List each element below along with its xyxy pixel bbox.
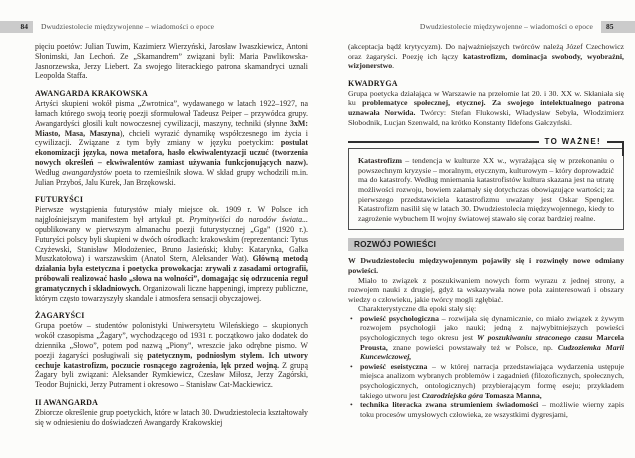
important-note	[348, 136, 624, 230]
bullet-text	[360, 362, 624, 400]
text-run: powieść psychologiczna	[360, 313, 439, 323]
text-run: – tendencja w kulturze XX w., wyrażająca się w przekonaniu o powszechnym kryzysie – moralnym, etycznym, kulturowym – który doprowadzić ma do katastrofy. Według mniemania katastrofistów kultura skazana jest na utratę możliwości rozwoju, bowiem załamały się dotychczas obowiązujące wartości; za pierwszego przedstawiciela katastrofizmu uważany jest Oskar Spengler. Katastrofizm nasilił się w latach 30. Dwudziestolecia międzywojennego, kiedy to zagrożenie wybuchem II wojny światowej stawało się coraz bardziej realne.	[358, 156, 614, 223]
right-page	[318, 0, 635, 458]
section-heading-zagarysci: ŻAGARYŚCI	[35, 311, 85, 321]
left-running-header	[0, 21, 318, 33]
important-label: TO WAŻNE!	[544, 137, 601, 147]
bullet-text	[360, 400, 624, 419]
horizontal-rule	[348, 141, 539, 143]
text-run: Pierwsze wystąpienia futurystów miały miejsce ok. 1909 r. W Polsce ich najgłośniejszym manifestem był artykuł pt.	[35, 205, 308, 225]
text-run: patetycznym, podniosłym stylem. Ich utwory cechuje katastrofizm, poczucie rosnącego zagrożenia, lęk przed wojną.	[35, 350, 308, 370]
text-run: (akceptacja bądź krytycyzm). Do najważniejszych twórców należą Józef Czechowicz oraz żagaryści. Poezję ich łączy	[348, 42, 624, 61]
text-run: Organizowali liczne happeningi, imprezy publiczne, którym często towarzyszyły skandale i atmosfera sensacji obyczajowej.	[35, 283, 308, 303]
section-heading-kwadryga: KWADRYGA	[348, 78, 398, 88]
section-heading-awangarda-krakowska: AWANGARDA KRAKOWSKA	[35, 89, 148, 99]
important-note-header	[348, 136, 624, 148]
intro-paragraph	[35, 42, 308, 81]
text-run: Zbiorcze określenie grup poetyckich, które w latach 30. Dwudziestolecia kształtowały się w odniesieniu do doświadczeń Awangardy Krakowskiej	[35, 407, 308, 427]
running-head-text: Dwudziestolecie międzywojenne – wiadomości o epoce	[41, 22, 215, 31]
text-run: poeta to rzemieślnik słowa. W skład grupy wchodzili m.in. Julian Przyboś, Jalu Kurek, Jan Brzękowski.	[35, 167, 308, 187]
text-run: W Dwudziestoleciu międzywojennym pojawiły się i rozwinęły nowe odmiany powieści.	[348, 256, 624, 275]
section-heading-futurysci: FUTURYŚCI	[35, 195, 84, 205]
text-run: postulat ekonomizacji języka, nowa metafora, hasło ekwiwalentyzacji uczuć (tworzenia nowych określeń – ekwiwalentów zamiast używania funkcjonujących nazw).	[35, 138, 308, 167]
body-paragraph: Miało to związek z poszukiwaniem nowych form wyrazu z jednej strony, a rozwojem nauki z drugiej, gdyż ta wskazywała nowe pola zainteresowań i obszary wiedzy o człowieku, jakie twórcy mogli zgłębiać.	[348, 275, 624, 304]
bullet-text	[360, 314, 624, 362]
text-run: Główną metodą działania była estetyczna i poetycka prowokacja: zrywali z zasadami ortografii, próbowali realizować hasło „słowa na wolności”, domagając się odrzucenia reguł gramatycznych i składniowych.	[35, 254, 308, 293]
text-run: katastrofizm, dominacja swobody, wyobraźni, wizjonerstwo	[348, 51, 624, 71]
body-paragraph: Charakterystyczne dla epoki stały się:	[358, 304, 477, 314]
corner-bracket	[607, 141, 624, 156]
text-run: Katastrofizm	[358, 156, 403, 166]
text-run: Grupa poetów – studentów polonistyki Uniwersytetu Wileńskiego – skupionych wokół czasopisma „Żagary”, wychodzącego od 1931 r. początkowo jako dodatek do dziennika „Słowo”, potem pod nazwą „Piony”, wreszcie jako odrębne pismo. W poezji żagaryści posługiwali się	[35, 321, 308, 360]
text-run: Prymitywiści do narodów świata...	[189, 215, 308, 225]
text-run: powieść eseistyczna	[360, 361, 428, 371]
text-run: opublikowany w pierwszym almanachu poezji futurystycznej „Gga” (1920 r.). Futuryści polscy byli skupieni w dwóch ośrodkach: krakowskim (reprezentanci: Tytus Czyżewski, Stanisław Młodożeniec, Bruno Jasieński; kluby: Katarynka, Gałka Muszkatołowa) i warszawskim (Anatol Stern, Aleksander Wat).	[35, 224, 308, 264]
bullet-marker: •	[350, 313, 353, 323]
section-paragraph	[35, 99, 308, 187]
text-run: technika literacka zwana strumieniem świadomości	[360, 400, 539, 410]
section-bar-rozwoj-powiesci: ROZWÓJ POWIEŚCI	[348, 238, 624, 251]
important-box	[348, 148, 624, 230]
text-run: Artyści skupieni wokół pisma „Zwrotnica”, wydawanego w latach 1922–1927, na łamach którego swoją teorię poezji sformułował Tadeusz Peiper – przywódca grupy. Awangardyści głosili kult nowoczesnej cywilizacji, maszyny, techniki (słynne	[35, 99, 308, 128]
text-run: Grupa poetycka działająca w Warszawie na przełomie lat 20. i 30. XX w. Skłaniała się ku	[348, 88, 624, 108]
text-run: – możliwie wierny zapis toku procesów umysłowych człowieka, ze wszystkimi dygresjami,	[360, 400, 624, 419]
text-run: 3xM: Miasto, Masa, Maszyna	[35, 118, 308, 138]
text-run: Twórcy: Stefan Flukowski, Władysław Sebyła, Włodzimierz Słobodnik, Lucjan Szenwald, na krótko Konstanty Ildefons Gałczyński.	[348, 107, 624, 127]
text-run: znane powieści powstawały też w Polsce, np.	[387, 342, 558, 352]
right-text-column	[348, 42, 624, 419]
text-run: pięciu poetów: Julian Tuwim, Kazimierz Wierzyński, Jarosław Iwaszkiewicz, Antoni Słonimski, Jan Lechoń. Ze „Skamandrem” związani byli: Maria Pawlikowska-Jasnorzewska, Jerzy Liebert. Za swojego literackiego patrona skamandryci uznali Leopolda Staffa.	[35, 42, 308, 81]
text-run: ), chcieli wyrazić dynamikę współczesnego im życia i cywilizacji. Związane z tym były zmiany w języku poetyckim:	[35, 128, 308, 148]
running-head-text: Dwudziestolecie międzywojenne – wiadomości o epoce	[419, 22, 593, 31]
text-run: Z grupą Żagary byli związani: Aleksander Rymkiewicz, Czesław Miłosz, Jerzy Zagórski, Teodor Bujnicki, Jerzy Putrament i okresowo – Stanisław Cat-Mackiewicz.	[35, 360, 308, 390]
page-number-tab: 85	[601, 21, 635, 33]
bullet-item	[348, 362, 624, 400]
important-box-text	[358, 156, 614, 223]
bullet-marker: •	[350, 400, 353, 410]
section-paragraph	[35, 408, 308, 428]
text-run: Tomasza Manna,	[483, 390, 542, 400]
left-text-column	[35, 42, 308, 428]
text-run: awangardystów	[62, 167, 112, 177]
text-run: – w której narracja przedstawiająca wydarzenia ustępuje miejsca analizom wybranych problemów i zagadnień (filozoficznych, społecznych, psychologicznych, ontologicznych) przybierającym formę eseju; przykładem takiego utworu jest	[360, 361, 625, 400]
page-number-tab: 84	[0, 21, 33, 33]
text-run: problematyce społecznej, etycznej. Za swojego intelektualnego patrona uznawała Norwida.	[348, 98, 624, 117]
text-run: .	[392, 61, 395, 71]
section-paragraph	[35, 321, 308, 390]
text-run: – rozwijała się dynamicznie, co miało związek z żywym rozwojem psychologii jako nauki; jedną z najwybitniejszych powieści psychologicznych tego okresu jest	[360, 313, 625, 343]
intro-paragraph	[348, 42, 624, 71]
bullet-marker: •	[350, 361, 353, 371]
text-run: Cudzoziemka Marii Kuncewiczowej,	[360, 342, 624, 362]
section-paragraph	[35, 205, 308, 303]
text-run: Według	[35, 167, 63, 177]
bullet-item	[348, 314, 624, 362]
section-paragraph	[348, 89, 624, 127]
text-run: Czarodziejska góra	[421, 390, 484, 400]
right-running-header	[318, 21, 635, 33]
bullet-item	[348, 400, 624, 419]
text-run: Marcela Prousta,	[360, 333, 624, 352]
lead-paragraph	[348, 256, 624, 275]
section-heading-ii-awangarda: II AWANGARDA	[35, 397, 99, 407]
text-run: W poszukiwaniu straconego czasu	[476, 333, 593, 343]
